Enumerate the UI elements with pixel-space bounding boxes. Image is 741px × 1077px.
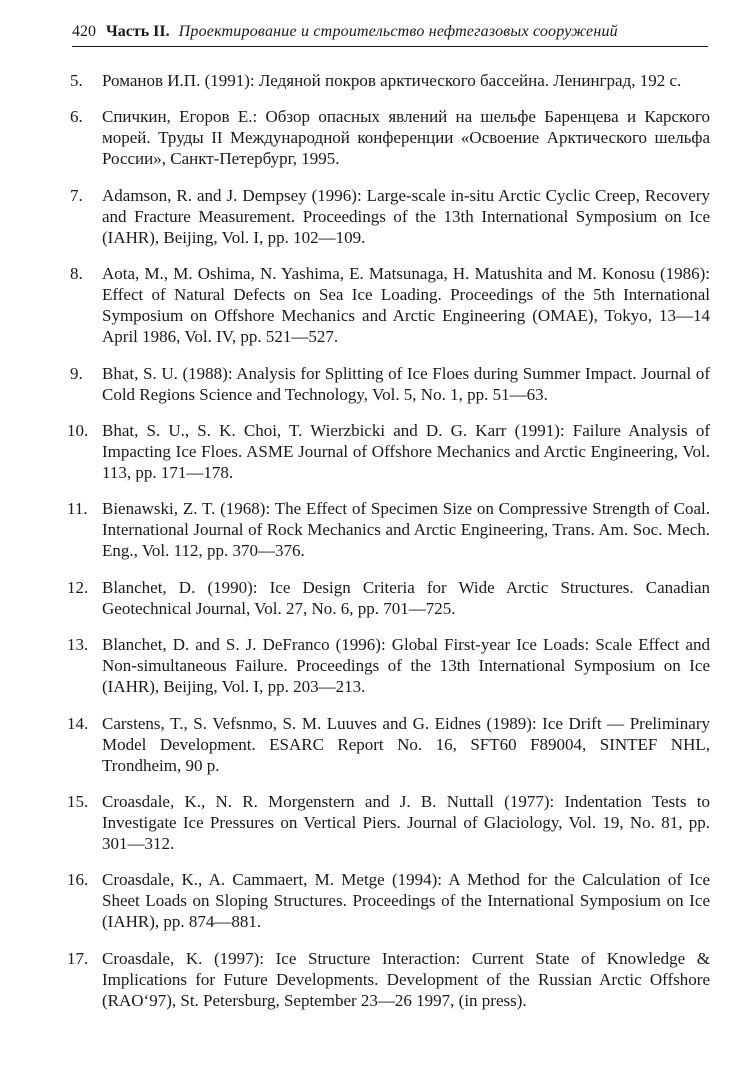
reference-item	[70, 106, 710, 169]
reference-number: 9.	[70, 363, 83, 383]
reference-item	[67, 948, 710, 1011]
reference-number: 13.	[67, 635, 89, 655]
reference-item	[67, 634, 710, 697]
reference-item	[70, 263, 710, 347]
reference-item	[67, 577, 710, 619]
reference-text: Bienawski, Z. T. (1968): The Effect of Specimen Size on Compressive Strength of Coal. International Journal of Rock Mechanics and Arctic Engineering, Trans. Am. Soc. Mech. Eng., Vol. 112, pp. 370—376.	[102, 499, 710, 561]
running-head	[72, 22, 708, 42]
reference-number: 6.	[70, 107, 83, 127]
reference-item	[70, 185, 710, 248]
part-label: Часть II.	[106, 23, 170, 40]
reference-number: 15.	[67, 791, 89, 811]
reference-text: Романов И.П. (1991): Ледяной покров арктического бассейна. Ленинград, 192 с.	[102, 71, 682, 90]
reference-text: Blanchet, D. (1990): Ice Design Criteria for Wide Arctic Structures. Canadian Geotechnical Journal, Vol. 27, No. 6, pp. 701—725.	[102, 577, 710, 618]
header-rule	[72, 46, 708, 47]
reference-text: Carstens, T., S. Vefsnmo, S. M. Luuves and G. Eidnes (1989): Ice Drift — Preliminary Model Development. ESARC Report No. 16, SFT60 F89004, SINTEF NHL, Trondheim, 90 p.	[102, 713, 710, 775]
reference-text: Спичкин, Егоров Е.: Обзор опасных явлений на шельфе Баренцева и Карского морей. Труды II Международной конференции «Освоение Арктического шельфа России», Санкт-Петербург, 1995.	[102, 107, 710, 169]
reference-text: Aota, M., M. Oshima, N. Yashima, E. Matsunaga, H. Matushita and M. Konosu (1986): Effect of Natural Defects on Sea Ice Loading. Proceedings of the 5th International Symposium on Offshore Mechanics and Arctic Engineering (OMAE), Tokyo, 13—14 April 1986, Vol. IV, pp. 521—527.	[102, 264, 710, 347]
reference-text: Croasdale, K., N. R. Morgenstern and J. B. Nuttall (1977): Indentation Tests to Investigate Ice Pressures on Vertical Piers. Journal of Glaciology, Vol. 19, No. 81, pp. 301—312.	[102, 791, 710, 853]
reference-number: 5.	[70, 71, 83, 90]
reference-number: 7.	[70, 185, 83, 205]
reference-item	[67, 498, 710, 561]
reference-number: 8.	[70, 264, 83, 284]
reference-text: Bhat, S. U. (1988): Analysis for Splitting of Ice Floes during Summer Impact. Journal of Cold Regions Science and Technology, Vol. 5, No. 1, pp. 51—63.	[102, 363, 710, 404]
reference-number: 14.	[67, 713, 89, 733]
reference-text: Bhat, S. U., S. K. Choi, T. Wierzbicki and D. G. Karr (1991): Failure Analysis of Impacting Ice Floes. ASME Journal of Offshore Mechanics and Arctic Engineering, Vol. 113, pp. 171—178.	[102, 420, 710, 482]
reference-item	[67, 791, 710, 854]
reference-number: 17.	[67, 948, 89, 968]
chapter-title: Проектирование и строительство нефтегазовых сооружений	[178, 23, 618, 40]
reference-item	[70, 363, 710, 405]
reference-number: 10.	[67, 420, 89, 440]
reference-item	[67, 420, 710, 483]
reference-text: Adamson, R. and J. Dempsey (1996): Large-scale in-situ Arctic Cyclic Creep, Recovery and Fracture Measurement. Proceedings of the 13th International Symposium on Ice (IAHR), Beijing, Vol. I, pp. 102—109.	[102, 185, 710, 247]
reference-number: 12.	[67, 577, 89, 597]
reference-item	[67, 869, 710, 932]
reference-item	[70, 70, 710, 91]
reference-item	[67, 713, 710, 776]
reference-number: 16.	[67, 870, 89, 890]
reference-list	[67, 70, 710, 1026]
reference-text: Croasdale, K. (1997): Ice Structure Interaction: Current State of Knowledge & Implications for Future Developments. Development of the Russian Arctic Offshore (RAO‘97), St. Petersburg, September 23—26 1997, (in press).	[102, 948, 710, 1010]
page-number: 420	[72, 23, 96, 40]
reference-number: 11.	[67, 499, 88, 519]
reference-text: Croasdale, K., A. Cammaert, M. Metge (1994): A Method for the Calculation of Ice Sheet Loads on Sloping Structures. Proceedings of the International Symposium on Ice (IAHR), pp. 874—881.	[102, 870, 710, 932]
reference-text: Blanchet, D. and S. J. DeFranco (1996): Global First-year Ice Loads: Scale Effect and Non-simultaneous Failure. Proceedings of the 13th International Symposium on Ice (IAHR), Beijing, Vol. I, pp. 203—213.	[102, 635, 710, 697]
